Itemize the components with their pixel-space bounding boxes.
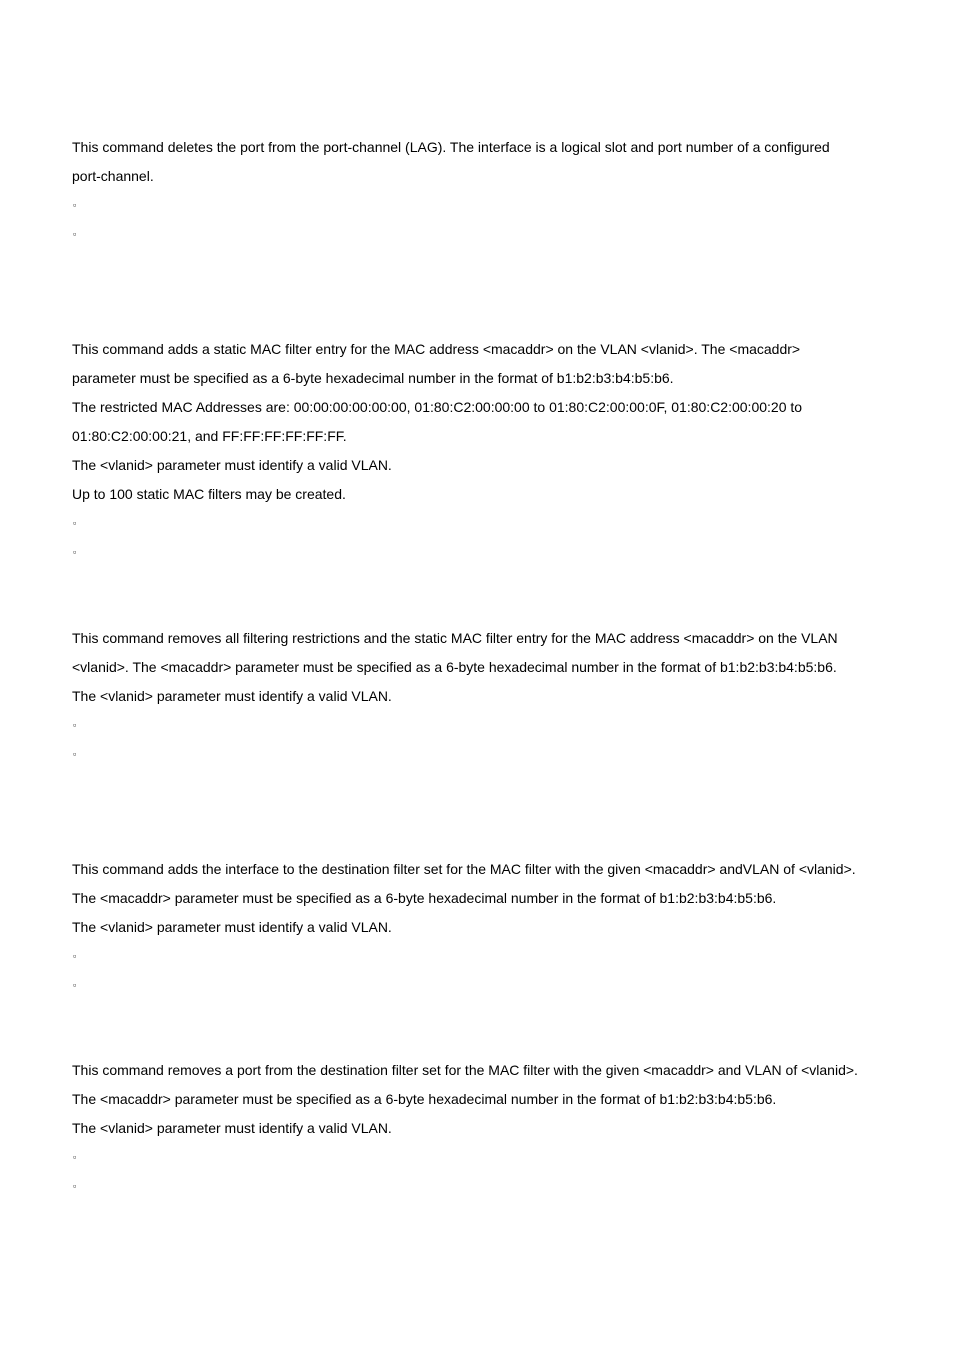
paragraph-line: This command removes all filtering restrictions and the static MAC filter entry for the MAC address <macaddr> on the VLAN: [72, 630, 838, 646]
bullet-marker: ▫: [73, 518, 77, 528]
bullet-marker: ▫: [73, 547, 77, 557]
paragraph-line: parameter must be specified as a 6-byte hexadecimal number in the format of b1:b2:b3:b4:b5:b6.: [72, 370, 674, 386]
section-add-destination-filter: [72, 855, 892, 1000]
bullet-marker: ▫: [73, 980, 77, 990]
bullet-marker: ▫: [73, 749, 77, 759]
paragraph-line: <vlanid>. The <macaddr> parameter must be specified as a 6-byte hexadecimal number in the format of b1:b2:b3:b4:b5:b6.: [72, 659, 837, 675]
paragraph-line: This command adds the interface to the destination filter set for the MAC filter with the given <macaddr> andVLAN of <vlanid>.: [72, 861, 856, 877]
bullet-marker: ▫: [73, 951, 77, 961]
paragraph-line: 01:80:C2:00:00:21, and FF:FF:FF:FF:FF:FF.: [72, 428, 347, 444]
bullet-marker: ▫: [73, 200, 77, 210]
paragraph-line: The <macaddr> parameter must be specified as a 6-byte hexadecimal number in the format of b1:b2:b3:b4:b5:b6.: [72, 1091, 777, 1107]
section-delete-port-channel: [72, 133, 892, 249]
section-remove-destination-filter: [72, 1056, 892, 1201]
paragraph-line: The <vlanid> parameter must identify a valid VLAN.: [72, 688, 392, 704]
paragraph-line: The restricted MAC Addresses are: 00:00:00:00:00:00, 01:80:C2:00:00:00 to 01:80:C2:00:00:0F, 01:80:C2:00:00:20 to: [72, 399, 803, 415]
section-add-static-mac-filter: [72, 335, 892, 567]
paragraph-line: This command deletes the port from the port-channel (LAG). The interface is a logical slot and port number of a configured: [72, 139, 830, 155]
paragraph-line: This command adds a static MAC filter entry for the MAC address <macaddr> on the VLAN <vlanid>. The <macaddr>: [72, 341, 801, 357]
bullet-marker: ▫: [73, 720, 77, 730]
paragraph-line: port-channel.: [72, 168, 154, 184]
paragraph-line: This command removes a port from the destination filter set for the MAC filter with the given <macaddr> and VLAN of <vlanid>.: [72, 1062, 858, 1078]
paragraph-line: The <macaddr> parameter must be specified as a 6-byte hexadecimal number in the format of b1:b2:b3:b4:b5:b6.: [72, 890, 777, 906]
section-remove-static-mac-filter: [72, 624, 892, 769]
paragraph-line: Up to 100 static MAC filters may be created.: [72, 486, 346, 502]
bullet-marker: ▫: [73, 229, 77, 239]
paragraph-line: The <vlanid> parameter must identify a valid VLAN.: [72, 1120, 392, 1136]
bullet-marker: ▫: [73, 1152, 77, 1162]
bullet-marker: ▫: [73, 1181, 77, 1191]
paragraph-line: The <vlanid> parameter must identify a valid VLAN.: [72, 919, 392, 935]
paragraph-line: The <vlanid> parameter must identify a valid VLAN.: [72, 457, 392, 473]
